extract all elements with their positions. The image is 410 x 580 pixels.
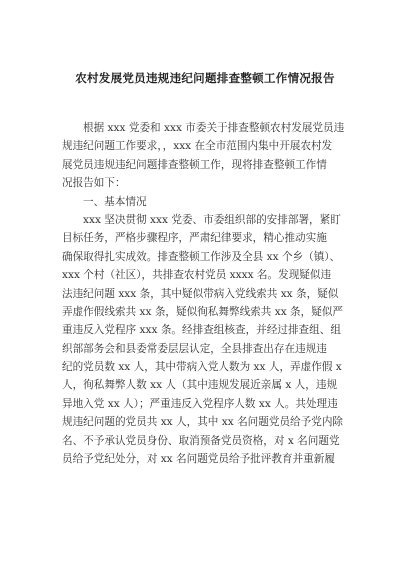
paragraph-line: 人，徇私舞弊人数 xx 人（其中违规发展近亲属 x 人，违规 <box>62 379 338 392</box>
paragraph-line: 况报告如下： <box>62 177 126 190</box>
paragraph-line: 规违纪问题工作要求，，xxx 在全市范围内集中开展农村发 <box>62 140 333 153</box>
paragraph-line: 重违反入党程序 xxx 条。经排查组核查，并经过排查组、组 <box>62 324 341 337</box>
paragraph-line: 纪的党员数 xx 人，其中带病入党人数为 xx 人，弄虚作假 x <box>62 361 342 374</box>
paragraph-line: 根据 xxx 党委和 xxx 市委关于排查整顿农村发展党员违 <box>83 122 345 134</box>
section-heading: 一、基本情况 <box>83 195 147 208</box>
paragraph-line: 目标任务，严格步骤程序，严肃纪律要求，精心推动实施 <box>62 232 327 245</box>
paragraph-line: 织部部务会和县委常委层层认定，全县排查出存在违规违 <box>62 342 327 355</box>
document-title: 农村发展党员违规违纪问题排查整顿工作情况报告 <box>75 71 335 85</box>
paragraph-line: 法违纪问题 xxx 条，其中疑似带病入党线索共 xx 条，疑似 <box>62 287 339 300</box>
paragraph-line: 规违纪问题的党员共 xx 人，其中 xx 名问题党员给予党内除 <box>62 416 344 429</box>
paragraph-line: 名、不予承认党员身份、取消预备党员资格，对 x 名问题党 <box>62 434 340 447</box>
paragraph-line: 确保取得扎实成效。排查整顿工作涉及全县 xx 个乡（镇）、 <box>62 250 341 263</box>
paragraph-line: 展党员违规违纪问题排查整顿工作，现将排查整顿工作情 <box>62 158 327 171</box>
document-body <box>62 119 352 468</box>
paragraph-line: 异地入党 xx 人）；严重违反入党程序人数 xx 人。共处理违 <box>62 397 338 410</box>
paragraph-line: xxx 个村（社区），共排查农村党员 xxxx 名。发现疑似违 <box>62 269 332 282</box>
paragraph-line: 员给予党纪处分，对 xx 名问题党员给予批评教育并重新履 <box>62 453 335 466</box>
paragraph-line: 弄虚作假线索共 xx 条，疑似徇私舞弊线索共 xx 条，疑似严 <box>62 305 344 318</box>
paragraph-line: xxx 坚决贯彻 xxx 党委、市委组织部的安排部署，紧盯 <box>83 213 341 226</box>
